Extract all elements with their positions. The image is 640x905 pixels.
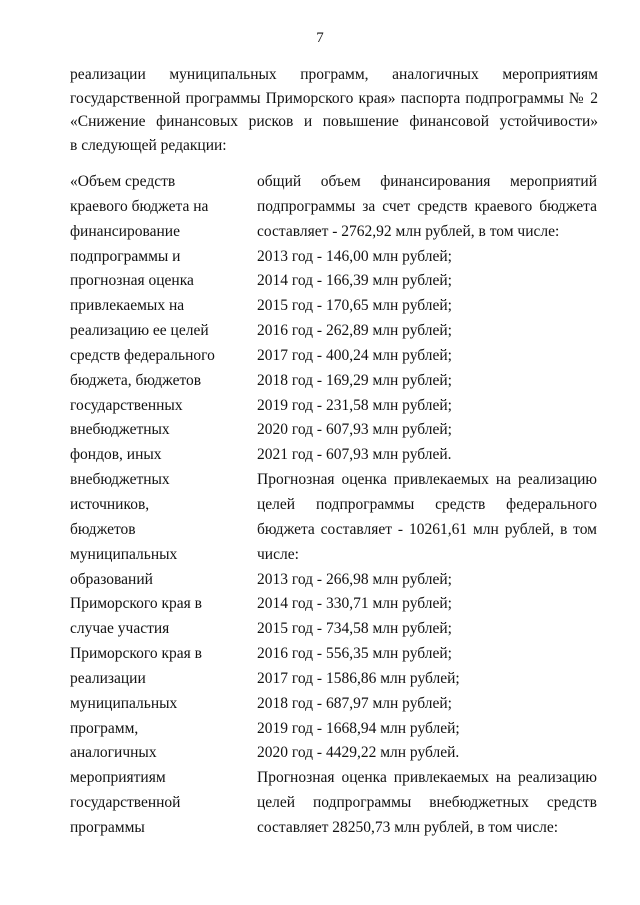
- right-column-line: 2018 год - 687,97 млн рублей;: [257, 694, 452, 712]
- left-column-line: бюджетов: [70, 520, 136, 538]
- right-column-line: 2018 год - 169,29 млн рублей;: [257, 371, 452, 389]
- right-column-line: составляет - 2762,92 млн рублей, в том числе:: [257, 222, 560, 240]
- right-column-line: целей подпрограммы внебюджетных средств: [257, 794, 597, 812]
- left-column-line: привлекаемых на: [70, 297, 185, 315]
- right-column-line: 2020 год - 4429,22 млн рублей.: [257, 744, 460, 762]
- right-column-content: [257, 170, 597, 841]
- right-column-line: 2015 год - 734,58 млн рублей;: [257, 620, 452, 638]
- right-column-line: Прогнозная оценка привлекаемых на реализацию: [257, 471, 597, 489]
- left-column-line: государственной: [70, 794, 181, 812]
- right-column-line: 2016 год - 262,89 млн рублей;: [257, 322, 452, 340]
- right-column-line: 2015 год - 170,65 млн рублей;: [257, 297, 452, 315]
- left-column-line: программ,: [70, 719, 139, 737]
- right-column-line: 2013 год - 146,00 млн рублей;: [257, 247, 452, 265]
- left-column-line: прогнозная оценка: [70, 272, 194, 290]
- left-column-line: мероприятиям: [70, 769, 166, 787]
- left-column-line: внебюджетных: [70, 421, 170, 439]
- right-column-line: 2021 год - 607,93 млн рублей.: [257, 446, 452, 464]
- right-column-line: целей подпрограммы средств федерального: [257, 495, 597, 513]
- left-column-line: внебюджетных: [70, 471, 170, 489]
- intro-line: «Снижение финансовых рисков и повышение финансовой устойчивости»: [70, 113, 598, 130]
- right-column-line: 2013 год - 266,98 млн рублей;: [257, 570, 452, 588]
- left-column-line: бюджета, бюджетов: [70, 371, 202, 389]
- left-column-line: фондов, иных: [70, 446, 162, 464]
- left-column-label: [70, 170, 250, 841]
- left-column-line: реализацию ее целей: [70, 322, 209, 340]
- right-column-line: подпрограммы за счет средств краевого бюджета: [257, 197, 597, 215]
- right-column-line: 2017 год - 400,24 млн рублей;: [257, 346, 452, 364]
- left-column-line: подпрограммы и: [70, 247, 181, 265]
- intro-paragraph: [70, 63, 598, 157]
- left-column-line: государственных: [70, 396, 183, 414]
- left-column-line: реализации: [70, 669, 146, 687]
- right-column-line: 2017 год - 1586,86 млн рублей;: [257, 669, 460, 687]
- left-column-line: программы: [70, 818, 145, 836]
- right-column-line: 2014 год - 330,71 млн рублей;: [257, 595, 452, 613]
- left-column-line: Приморского края в: [70, 595, 202, 613]
- left-column-line: аналогичных: [70, 744, 157, 762]
- left-column-line: краевого бюджета на: [70, 197, 209, 215]
- right-column-line: 2019 год - 231,58 млн рублей;: [257, 396, 452, 414]
- right-column-line: 2014 год - 166,39 млн рублей;: [257, 272, 452, 290]
- right-column-line: числе:: [257, 545, 299, 563]
- left-column-line: образований: [70, 570, 153, 588]
- right-column-line: 2020 год - 607,93 млн рублей;: [257, 421, 452, 439]
- right-column-line: составляет 28250,73 млн рублей, в том числе:: [257, 818, 559, 836]
- left-column-line: средств федерального: [70, 346, 215, 364]
- right-column-line: Прогнозная оценка привлекаемых на реализацию: [257, 769, 597, 787]
- left-column-line: финансирование: [70, 222, 180, 240]
- intro-line: государственной программы Приморского края» паспорта подпрограммы № 2: [70, 89, 598, 107]
- left-column-line: источников,: [70, 495, 150, 513]
- right-column-line: бюджета составляет - 10261,61 млн рублей, в том: [257, 520, 597, 538]
- page-number: 7: [316, 30, 324, 46]
- left-column-line: муниципальных: [70, 694, 178, 712]
- intro-line: реализации муниципальных программ, аналогичных мероприятиям: [70, 66, 598, 83]
- right-column-line: 2016 год - 556,35 млн рублей;: [257, 645, 452, 663]
- left-column-line: Приморского края в: [70, 645, 202, 663]
- left-column-line: муниципальных: [70, 545, 178, 563]
- right-column-line: общий объем финансирования мероприятий: [257, 173, 597, 190]
- intro-line: в следующей редакции:: [70, 136, 227, 154]
- left-column-line: «Объем средств: [70, 173, 176, 190]
- right-column-line: 2019 год - 1668,94 млн рублей;: [257, 719, 460, 737]
- left-column-line: случае участия: [70, 620, 170, 638]
